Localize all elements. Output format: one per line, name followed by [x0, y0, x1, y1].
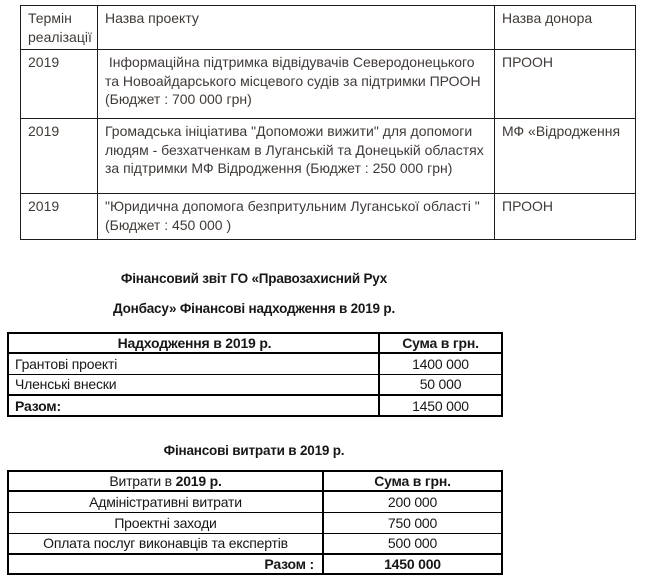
income-table	[7, 332, 503, 417]
expenses-table	[7, 470, 503, 575]
project-donor-cell: МФ «Відродження	[495, 119, 636, 194]
table-row	[8, 512, 502, 533]
table-row	[21, 119, 636, 194]
projects-table	[20, 5, 636, 240]
income-total-label: Разом:	[8, 395, 379, 416]
expenses-header-label	[8, 471, 323, 491]
expenses-total-row	[8, 554, 502, 574]
financial-report-title-line2: Донбасу» Фінансові надходження в 2019 р.	[113, 301, 395, 316]
project-term-cell: 2019	[21, 119, 98, 194]
income-total-value: 1450 000	[379, 395, 502, 416]
projects-header-project: Назва проекту	[98, 6, 495, 50]
income-header-value: Сума в грн.	[379, 333, 502, 353]
income-total-row	[8, 395, 502, 416]
table-row	[8, 353, 502, 374]
expenses-total-value: 1450 000	[323, 554, 502, 574]
income-row-value: 50 000	[379, 374, 502, 395]
project-donor-cell: ПРООН	[495, 50, 636, 119]
income-row-label: Членські внески	[8, 374, 379, 395]
expense-row-label: Проектні заходи	[8, 512, 323, 533]
project-name-cell: Громадська ініціатива "Допоможи вижити" для допомоги людям - безхатченкам в Луганській та Донецькій областях за підтримки МФ Відродження (Бюджет : 250 000 грн)	[98, 119, 495, 194]
financial-report-title-line1: Фінансовий звіт ГО «Правозахисний Рух	[120, 271, 388, 286]
expenses-header-value: Сума в грн.	[323, 471, 502, 491]
project-term-cell: 2019	[21, 50, 98, 119]
project-name-cell: "Юридична допомога безпритульним Луганської області " (Бюджет : 450 000 )	[98, 194, 495, 240]
expense-row-value: 750 000	[323, 512, 502, 533]
expenses-header-label-year: 2019 р.	[175, 473, 222, 489]
expenses-total-label: Разом :	[8, 554, 323, 574]
expenses-header-label-prefix: Витрати в	[109, 473, 176, 489]
income-row-value: 1400 000	[379, 353, 502, 374]
expense-row-value: 200 000	[323, 491, 502, 512]
expenses-header-row	[8, 471, 502, 491]
income-row-label: Грантові проекті	[8, 353, 379, 374]
table-row	[8, 533, 502, 554]
expenses-heading: Фінансові витрати в 2019 р.	[163, 443, 345, 458]
projects-header-donor: Назва донора	[495, 6, 636, 50]
income-header-row	[8, 333, 502, 353]
table-row	[8, 491, 502, 512]
expense-row-value: 500 000	[323, 533, 502, 554]
expense-row-label: Адміністративні витрати	[8, 491, 323, 512]
table-row	[8, 374, 502, 395]
expense-row-label: Оплата послуг виконавців та експертів	[8, 533, 323, 554]
projects-header-term: Термін реалізації	[21, 6, 98, 50]
table-row	[21, 50, 636, 119]
projects-header-row	[21, 6, 636, 50]
project-term-cell: 2019	[21, 194, 98, 240]
project-donor-cell: ПРООН	[495, 194, 636, 240]
project-name-cell: Інформаційна підтримка відвідувачів Северодонецького та Новоайдарського місцевого судів за підтримки ПРООН (Бюджет : 700 000 грн)	[98, 50, 495, 119]
table-row	[21, 194, 636, 240]
income-header-label: Надходження в 2019 р.	[8, 333, 379, 353]
